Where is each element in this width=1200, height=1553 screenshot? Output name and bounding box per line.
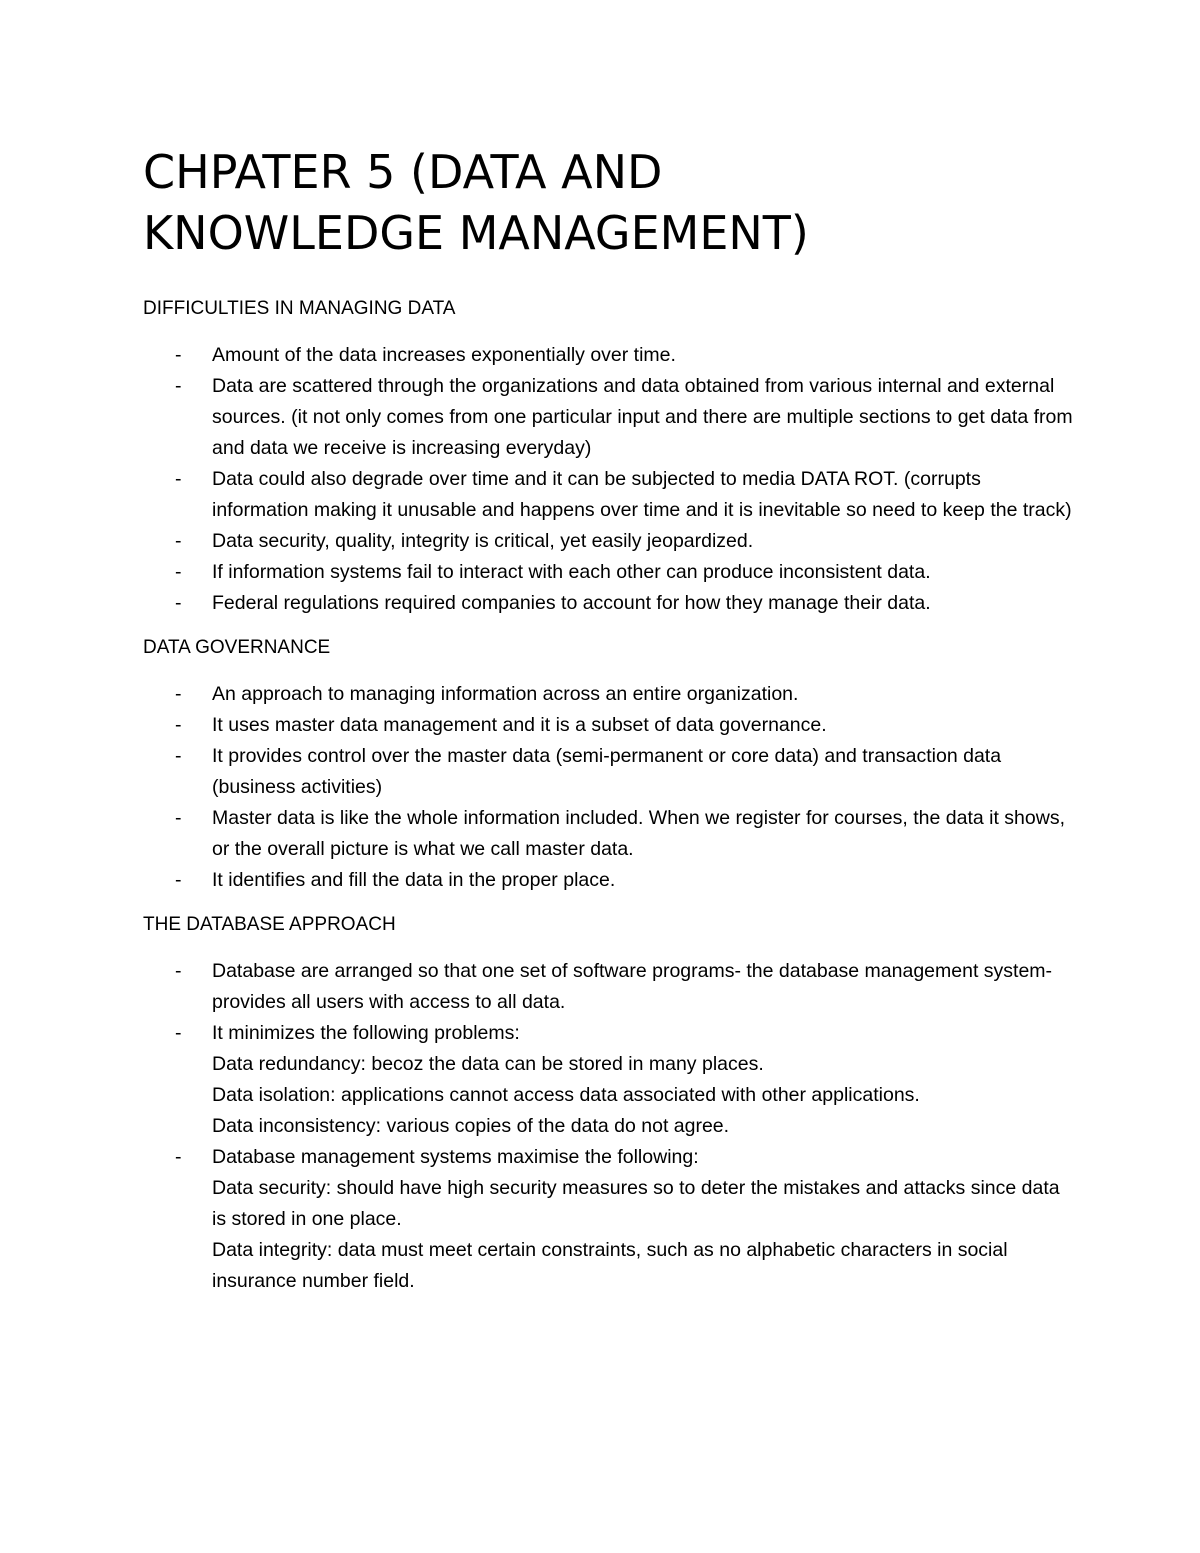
bullet-dash: - <box>175 1022 182 1044</box>
bullet-dash: - <box>175 592 182 614</box>
bullet-dash: - <box>175 375 182 397</box>
list-item <box>143 803 1073 865</box>
bullet-dash: - <box>175 745 182 767</box>
list-item <box>143 588 1073 619</box>
data-governance-list <box>143 679 1073 896</box>
list-item-text: Master data is like the whole information included. When we register for courses, the data it shows, or the overall picture is what we call master data. <box>212 807 1065 860</box>
list-item-text: Amount of the data increases exponentially over time. <box>212 344 676 366</box>
list-item <box>143 710 1073 741</box>
sub-line-isolation: Data isolation: applications cannot access data associated with other applications. <box>212 1084 920 1106</box>
database-approach-list <box>143 956 1073 1297</box>
list-item-text: It identifies and fill the data in the proper place. <box>212 869 616 891</box>
list-item-text: Federal regulations required companies to account for how they manage their data. <box>212 592 931 614</box>
section-heading-difficulties: DIFFICULTIES IN MANAGING DATA <box>143 298 456 319</box>
list-item <box>143 956 1073 1018</box>
list-item <box>143 865 1073 896</box>
sub-line-security: Data security: should have high security measures so to deter the mistakes and attacks since data is stored in one place. <box>212 1177 1060 1230</box>
list-item <box>143 1018 1073 1142</box>
list-item-text: It uses master data management and it is a subset of data governance. <box>212 714 827 736</box>
sub-line-inconsistency: Data inconsistency: various copies of the data do not agree. <box>212 1115 730 1137</box>
list-item <box>143 741 1073 803</box>
bullet-dash: - <box>175 344 182 366</box>
list-item-text: Data are scattered through the organizations and data obtained from various internal and external sources. (it not only comes from one particular input and there are multiple sections to get data from and data we receive is increasing everyday) <box>212 375 1073 459</box>
list-item <box>143 464 1073 526</box>
difficulties-list <box>143 340 1073 619</box>
bullet-dash: - <box>175 468 182 490</box>
list-item-text: Database are arranged so that one set of software programs- the database management system- provides all users with access to all data. <box>212 960 1053 1013</box>
list-item <box>143 557 1073 588</box>
bullet-dash: - <box>175 807 182 829</box>
list-item-text: It minimizes the following problems: <box>212 1022 520 1044</box>
title-line-2: KNOWLEDGE MANAGEMENT) <box>143 206 809 260</box>
bullet-dash: - <box>175 683 182 705</box>
list-item <box>143 340 1073 371</box>
bullet-dash: - <box>175 960 182 982</box>
list-item-text: Data security, quality, integrity is critical, yet easily jeopardized. <box>212 530 754 552</box>
list-item-text: If information systems fail to interact with each other can produce inconsistent data. <box>212 561 931 583</box>
bullet-dash: - <box>175 1146 182 1168</box>
document-title <box>143 142 1073 264</box>
bullet-dash: - <box>175 561 182 583</box>
list-item-text: An approach to managing information across an entire organization. <box>212 683 799 705</box>
section-heading-database-approach: THE DATABASE APPROACH <box>143 914 396 935</box>
list-item-text: Database management systems maximise the following: <box>212 1146 699 1168</box>
list-item <box>143 1142 1073 1297</box>
bullet-dash: - <box>175 714 182 736</box>
list-item <box>143 526 1073 557</box>
list-item-text: It provides control over the master data (semi-permanent or core data) and transaction data (business activities) <box>212 745 1002 798</box>
sub-line-redundancy: Data redundancy: becoz the data can be stored in many places. <box>212 1053 764 1075</box>
list-item <box>143 371 1073 464</box>
list-item-text: Data could also degrade over time and it can be subjected to media DATA ROT. (corrupts information making it unusable and happens over time and it is inevitable so need to keep the track) <box>212 468 1072 521</box>
bullet-dash: - <box>175 869 182 891</box>
section-heading-data-governance: DATA GOVERNANCE <box>143 637 331 658</box>
title-line-1: CHPATER 5 (DATA AND <box>143 145 663 199</box>
document-body <box>143 142 1073 1297</box>
sub-line-integrity: Data integrity: data must meet certain constraints, such as no alphabetic characters in social insurance number field. <box>212 1239 1008 1292</box>
bullet-dash: - <box>175 530 182 552</box>
list-item <box>143 679 1073 710</box>
